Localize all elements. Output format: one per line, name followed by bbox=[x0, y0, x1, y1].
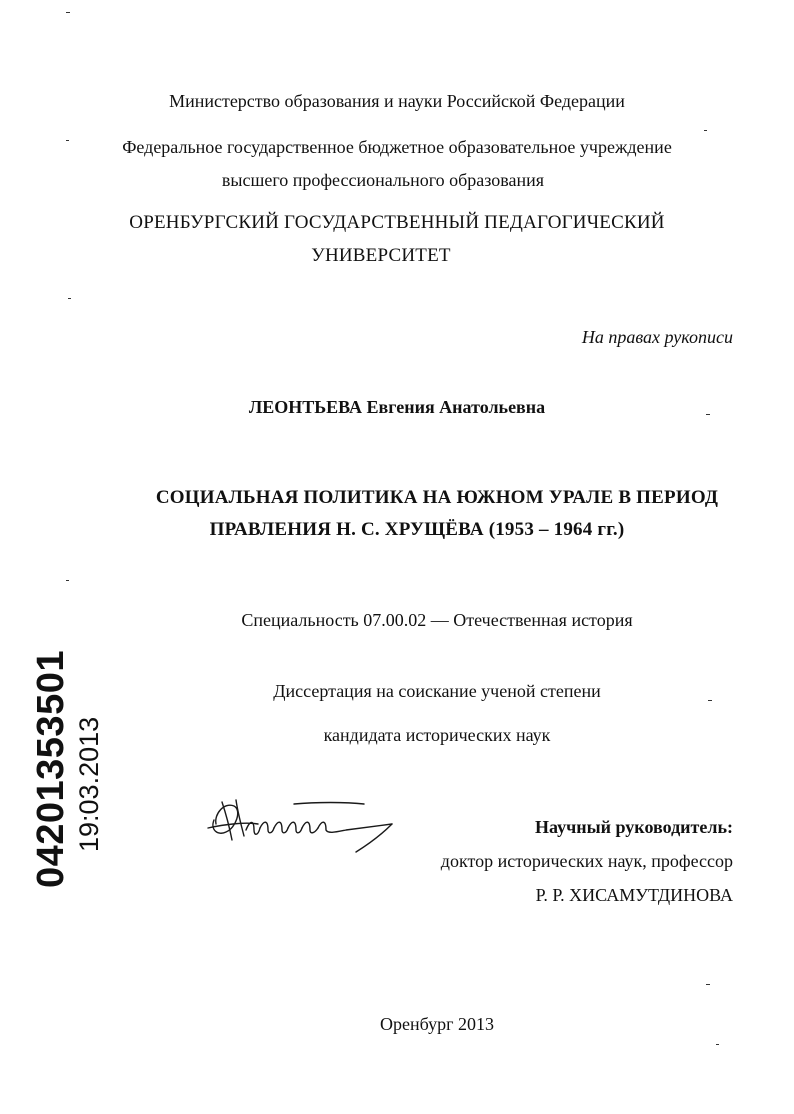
author-name bbox=[0, 396, 794, 418]
supervisor-label: Научный руководитель: bbox=[535, 817, 733, 837]
library-stamp-date: 19:03.2013 bbox=[74, 716, 104, 852]
specialty: Специальность 07.00.02 — Отечественная история bbox=[241, 610, 633, 630]
supervisor-credentials: доктор исторических наук, профессор bbox=[440, 851, 733, 871]
university-name-line-2: УНИВЕРСИТЕТ bbox=[311, 245, 451, 266]
thesis-title-line-1: СОЦИАЛЬНАЯ ПОЛИТИКА НА ЮЖНОМ УРАЛЕ В ПЕРИОД bbox=[155, 487, 719, 508]
scan-speck bbox=[68, 298, 71, 299]
scan-speck bbox=[66, 12, 70, 13]
scan-speck bbox=[66, 580, 69, 581]
degree-line-2: кандидата исторических наук bbox=[323, 725, 551, 745]
university-name-line-1: ОРЕНБУРГСКИЙ ГОСУДАРСТВЕННЫЙ ПЕДАГОГИЧЕСКИЙ bbox=[129, 212, 665, 233]
scan-speck bbox=[706, 984, 710, 985]
signature-icon bbox=[196, 784, 406, 864]
author-surname: ЛЕОНТЬЕВА bbox=[248, 397, 363, 417]
supervisor-name: Р. Р. ХИСАМУТДИНОВА bbox=[535, 885, 733, 905]
thesis-title-line-2: ПРАВЛЕНИЯ Н. С. ХРУЩЁВА (1953 – 1964 гг.) bbox=[209, 519, 625, 540]
ministry-name: Министерство образования и науки Российской Федерации bbox=[169, 91, 625, 111]
degree-line-1: Диссертация на соискание ученой степени bbox=[273, 681, 601, 701]
manuscript-note: На правах рукописи bbox=[581, 327, 733, 347]
scan-speck bbox=[704, 130, 707, 131]
city-year: Оренбург 2013 bbox=[380, 1014, 494, 1034]
scan-speck bbox=[706, 414, 710, 415]
institution-line-1: Федеральное государственное бюджетное образовательное учреждение bbox=[122, 137, 672, 157]
scan-speck bbox=[716, 1044, 719, 1045]
library-stamp-number: 04201353501 bbox=[30, 650, 72, 888]
scan-speck bbox=[66, 140, 69, 141]
institution-line-2: высшего профессионального образования bbox=[221, 170, 545, 190]
scan-speck bbox=[708, 700, 712, 701]
author-given-names: Евгения Анатольевна bbox=[366, 397, 546, 417]
